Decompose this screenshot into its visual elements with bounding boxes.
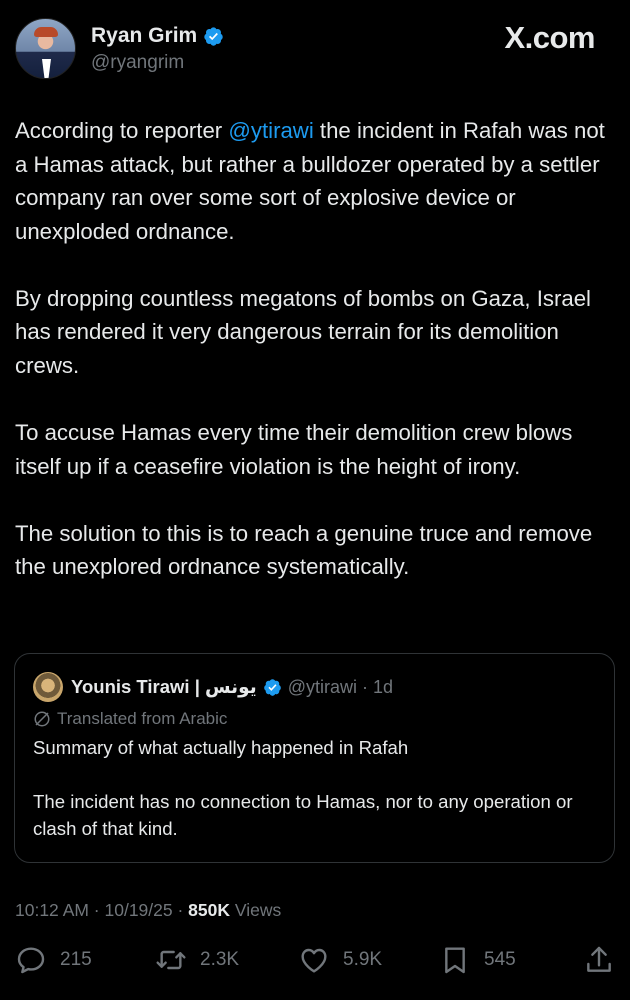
quoted-post-header <box>33 672 596 702</box>
share-icon <box>583 944 615 976</box>
author-name-block <box>91 24 224 74</box>
quoted-line-2: The incident has no connection to Hamas, nor to any operation or clash of that kind. <box>33 791 573 839</box>
post-body <box>15 114 615 618</box>
quoted-author-handle[interactable]: @ytirawi · 1d <box>287 676 393 697</box>
post-paragraph-1 <box>15 114 615 248</box>
bookmark-icon <box>439 944 471 976</box>
quoted-line-1: Summary of what actually happened in Rafah <box>33 737 409 758</box>
like-icon <box>298 944 330 976</box>
repost-icon <box>155 944 187 976</box>
translated-label: Translated from Arabic <box>57 709 228 728</box>
post-timestamp[interactable]: 10:12 AM · 10/19/25 · <box>15 900 189 920</box>
globe-translate-icon <box>33 710 51 728</box>
post-text: the incident in Rafah was not a Hamas attack, but rather a bulldozer operated by a settler company ran over some sort of explosive device or unexploded ordnance. <box>15 118 605 244</box>
like-count: 5.9K <box>343 949 383 970</box>
reply-count: 215 <box>60 949 92 970</box>
author-avatar[interactable] <box>15 18 76 79</box>
site-logo: X.com <box>504 20 595 55</box>
author-display-name[interactable] <box>91 24 224 48</box>
action-bar <box>15 944 615 984</box>
quoted-author-name[interactable]: Younis Tirawi | يونس <box>71 676 257 697</box>
repost-button[interactable] <box>155 944 239 976</box>
views-count: 850K <box>188 900 231 920</box>
verified-badge-icon <box>263 678 282 697</box>
translation-note[interactable] <box>33 706 596 732</box>
post-meta <box>15 900 281 921</box>
quoted-post-text <box>33 734 596 842</box>
quoted-author-avatar[interactable] <box>33 672 63 702</box>
reply-icon <box>15 944 47 976</box>
verified-badge-icon <box>203 26 224 47</box>
post-paragraph-4: The solution to this is to reach a genuine truce and remove the unexplored ordnance systematically. <box>15 520 593 580</box>
post-paragraph-2: By dropping countless megatons of bombs on Gaza, Israel has rendered it very dangerous terrain for its demolition crews. <box>15 285 591 379</box>
mention-link[interactable]: @ytirawi <box>228 118 314 143</box>
views-label: Views <box>230 900 282 920</box>
reply-button[interactable] <box>15 944 92 976</box>
like-button[interactable] <box>298 944 382 976</box>
post-header <box>15 18 615 80</box>
quoted-post[interactable] <box>14 653 615 863</box>
bookmark-button[interactable] <box>439 944 516 976</box>
author-name-text[interactable]: Ryan Grim <box>91 24 198 47</box>
post-text: According to reporter <box>15 118 229 143</box>
post-paragraph-3: To accuse Hamas every time their demolition crew blows itself up if a ceasefire violation is the height of irony. <box>15 420 573 479</box>
repost-count: 2.3K <box>200 949 240 970</box>
author-handle[interactable]: @ryangrim <box>91 52 185 73</box>
share-button[interactable] <box>583 944 615 976</box>
bookmark-count: 545 <box>484 949 516 970</box>
